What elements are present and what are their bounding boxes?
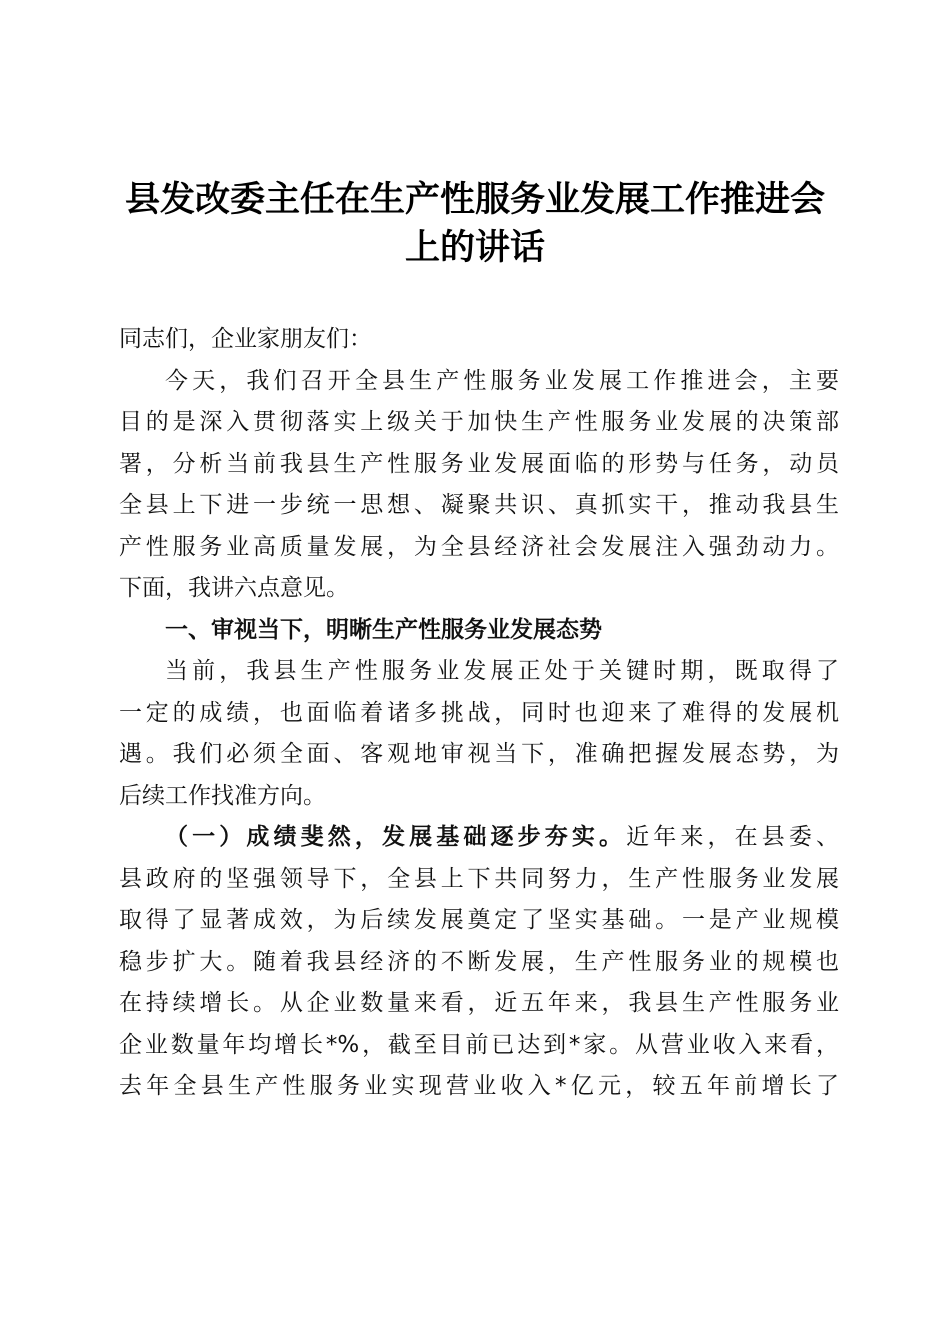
subsection-1-line-3: 取得了显著成效，为后续发展奠定了坚实基础。一是产业规模 <box>119 907 839 933</box>
salutation: 同志们，企业家朋友们： <box>119 326 372 352</box>
section-1-line-1: 当前，我县生产性服务业发展正处于关键时期，既取得了 <box>165 658 839 684</box>
subsection-1-line-5: 在持续增长。从企业数量来看，近五年来，我县生产性服务业 <box>119 990 839 1016</box>
subsection-1-line-6: 企业数量年均增长*%，截至目前已达到*家。从营业收入来看， <box>119 1031 839 1058</box>
subsection-1-line-7: 去年全县生产性服务业实现营业收入*亿元，较五年前增长了 <box>119 1073 839 1099</box>
intro-line-3: 署，分析当前我县生产性服务业发展面临的形势与任务，动员 <box>119 450 839 477</box>
intro-line-5: 产性服务业高质量发展，为全县经济社会发展注入强劲动力。 <box>119 533 839 560</box>
section-1-line-3: 遇。我们必须全面、客观地审视当下，准确把握发展态势，为 <box>119 741 839 767</box>
document-title <box>100 176 850 272</box>
title-line-1: 县发改委主任在生产性服务业发展工作推进会 <box>124 179 825 220</box>
section-1-line-2: 一定的成绩，也面临着诸多挑战，同时也迎来了难得的发展机 <box>119 699 839 726</box>
subsection-1-line-4: 稳步扩大。随着我县经济的不断发展，生产性服务业的规模也 <box>119 948 839 975</box>
subsection-1-first-rest: 近年来，在县委、 <box>626 824 839 850</box>
intro-line-4: 全县上下进一步统一思想、凝聚共识、真抓实干，推动我县生 <box>119 492 839 518</box>
subsection-1-line-2: 县政府的坚强领导下，全县上下共同努力，生产性服务业发展 <box>119 865 839 892</box>
intro-line-6: 下面，我讲六点意见。 <box>119 575 349 601</box>
subsection-1-first-line <box>119 817 839 859</box>
intro-line-1: 今天，我们召开全县生产性服务业发展工作推进会，主要 <box>165 367 839 394</box>
subsection-1-heading: （一）成绩斐然，发展基础逐步夯实。 <box>165 824 627 850</box>
document-body <box>119 319 839 1108</box>
section-1-line-4: 后续工作找准方向。 <box>119 782 326 809</box>
title-line-2: 上的讲话 <box>404 227 545 268</box>
section-1-heading: 一、审视当下，明晰生产性服务业发展态势 <box>165 616 602 643</box>
intro-line-2: 目的是深入贯彻落实上级关于加快生产性服务业发展的决策部 <box>119 409 839 435</box>
